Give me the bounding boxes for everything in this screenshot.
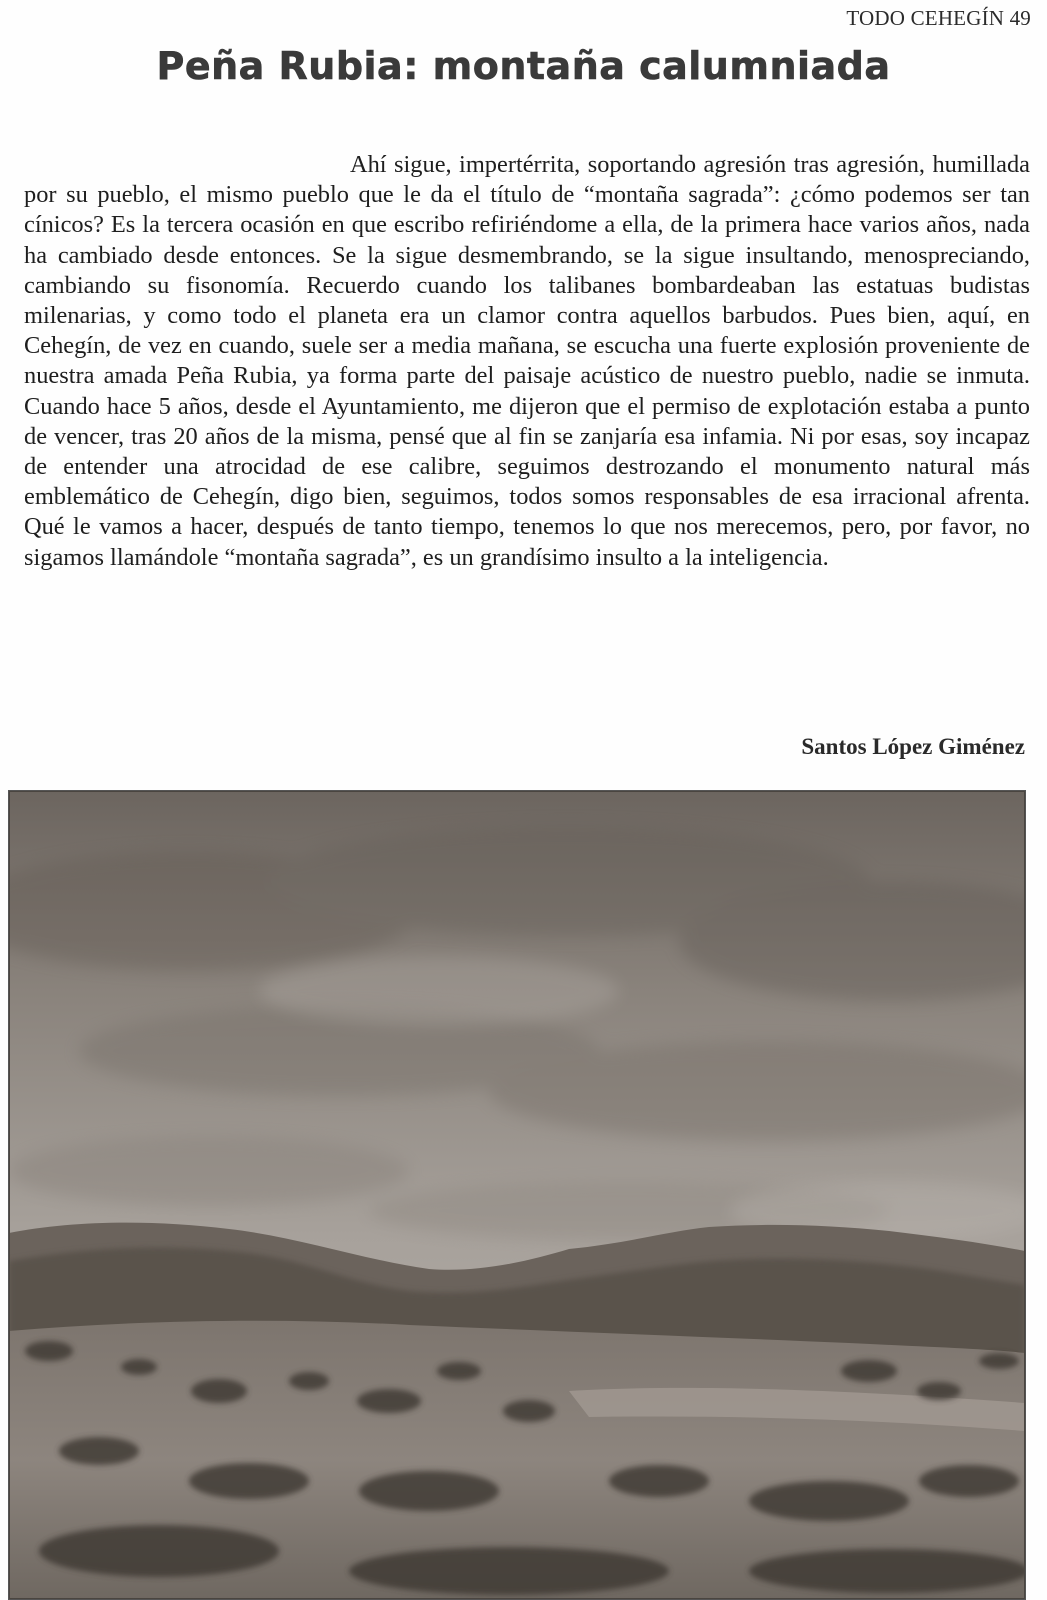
- running-header: TODO CEHEGÍN 49: [846, 6, 1031, 30]
- article-headline: Peña Rubia: montaña calumniada: [156, 44, 891, 88]
- article-body-text: Ahí sigue, impertérrita, soportando agresión tras agresión, humillada por su pueblo, el mismo pueblo que le da el título de “montaña sagrada”: ¿cómo podemos ser tan cínicos? Es la tercera ocasión en que escribo refiriéndome a ella, de la primera hace varios años, nada ha cambiado desde entonces. Se la sigue desmembrando, se la sigue insultando, menospreciando, cambiando su fisonomía. Recuerdo cuando los talibanes bombardeaban las estatuas budistas milenarias, y como todo el planeta era un clamor contra aquellos barbudos. Pues bien, aquí, en Cehegín, de vez en cuando, suele ser a media mañana, se escucha una fuerte explosión proveniente de nuestra amada Peña Rubia, ya forma parte del paisaje acústico de nuestro pueblo, nadie se inmuta. Cuando hace 5 años, desde el Ayuntamiento, me dijeron que el permiso de explotación estaba a punto de vencer, tras 20 años de la misma, pensé que al fin se zanjaría esa infamia. Ni por esas, soy incapaz de entender una atrocidad de ese calibre, seguimos destrozando el monumento natural más emblemático de Cehegín, digo bien, seguimos, todos somos responsables de esa irracional afrenta. Qué le vamos a hacer, después de tanto tiempo, tenemos lo que nos merecemos, pero, por favor, no sigamos llamándole “montaña sagrada”, es un grandísimo insulto a la inteligencia.: [24, 151, 1030, 571]
- article-author: Santos López Giménez: [801, 734, 1025, 759]
- article-body: [24, 150, 1030, 573]
- landscape-photo-drawing: [9, 791, 1025, 1599]
- landscape-photo: [8, 790, 1026, 1600]
